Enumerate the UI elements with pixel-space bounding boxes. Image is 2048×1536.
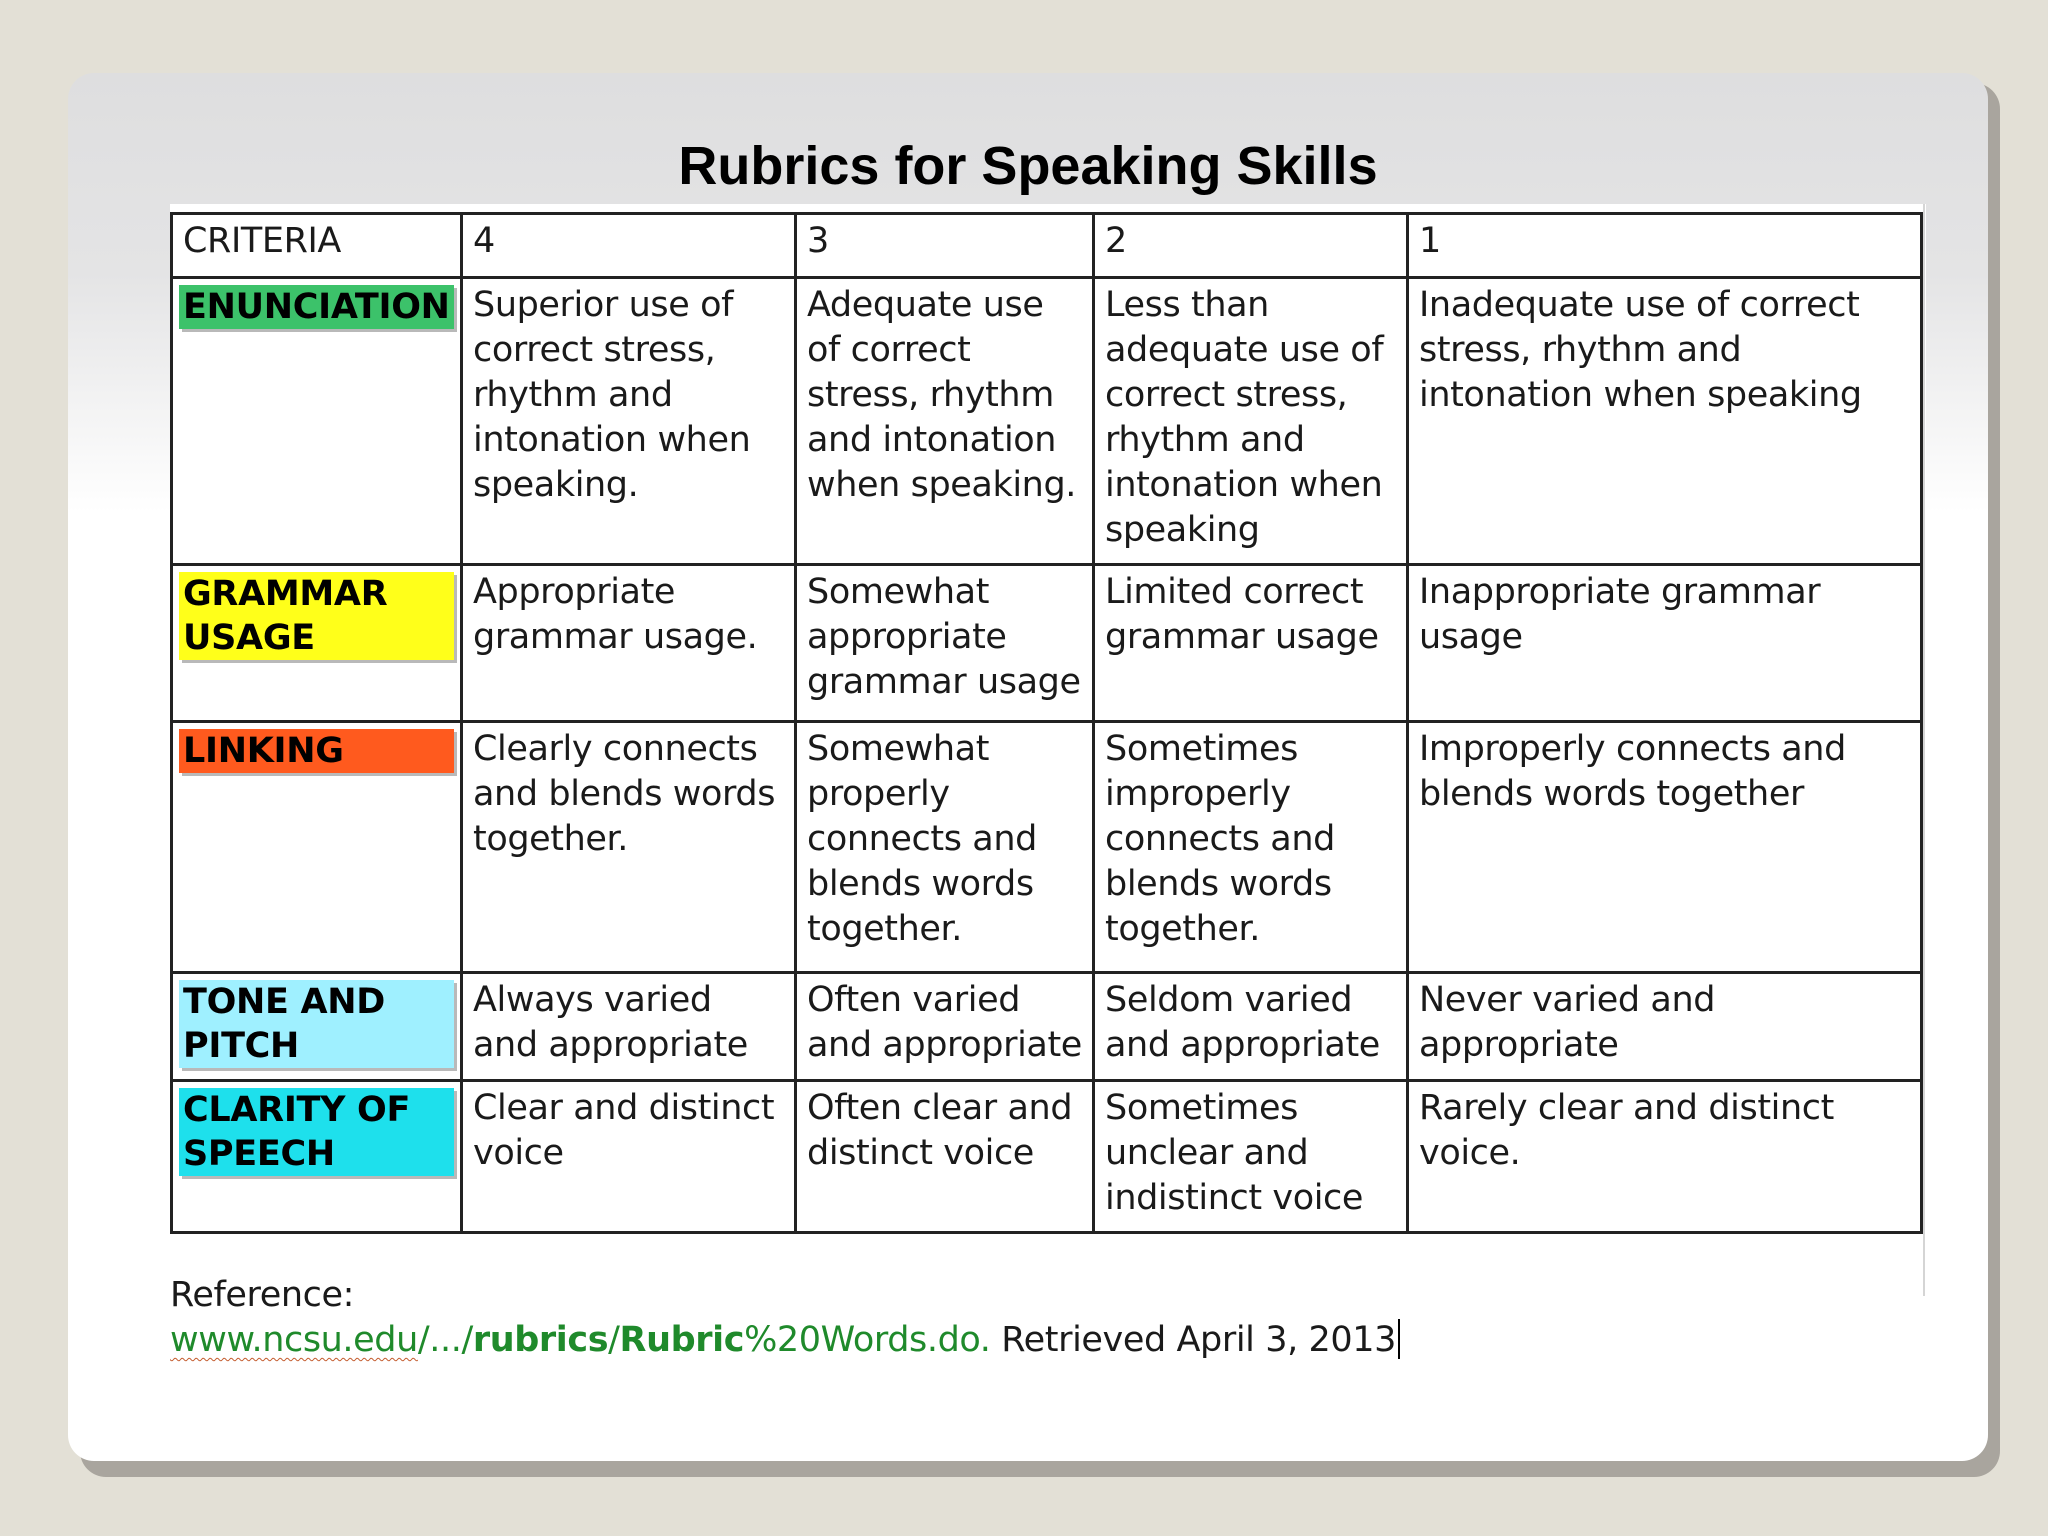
criterion-cell <box>172 722 462 973</box>
criterion-cell <box>172 278 462 565</box>
url-separator: / <box>608 1320 620 1360</box>
row-enunciation <box>172 278 1922 565</box>
url-keyword-rubric: Rubric <box>619 1320 745 1360</box>
row-clarity-of-speech <box>172 1081 1922 1233</box>
header-score-4: 4 <box>462 214 796 278</box>
header-row <box>172 214 1922 278</box>
cell-clarity-4: Clear and distinct voice <box>462 1081 796 1233</box>
header-score-3: 3 <box>796 214 1094 278</box>
cell-clarity-2: Sometimes unclear and indistinct voice <box>1094 1081 1408 1233</box>
criterion-cell <box>172 565 462 722</box>
url-domain: www.ncsu.edu <box>170 1320 418 1360</box>
cell-clarity-1: Rarely clear and distinct voice. <box>1408 1081 1922 1233</box>
url-tail: %20Words.do. <box>744 1320 991 1360</box>
criterion-label-tone-and-pitch: TONE AND PITCH <box>179 980 454 1068</box>
cell-enunciation-2: Less than adequate use of correct stress, rhythm and intonation when speaking <box>1094 278 1408 565</box>
header-criteria: CRITERIA <box>172 214 462 278</box>
cell-tone-2: Seldom varied and appropriate <box>1094 973 1408 1081</box>
slide-title: Rubrics for Speaking Skills <box>678 136 1378 196</box>
cell-tone-1: Never varied and appropriate <box>1408 973 1922 1081</box>
cell-enunciation-3: Adequate use of correct stress, rhythm and intonation when speaking. <box>796 278 1094 565</box>
cell-grammar-4: Appropriate grammar usage. <box>462 565 796 722</box>
row-tone-and-pitch <box>172 973 1922 1081</box>
retrieved-date: Retrieved April 3, 2013 <box>990 1320 1397 1360</box>
rubric-table <box>170 212 1923 1234</box>
criterion-label-linking: LINKING <box>179 729 454 773</box>
cell-linking-3: Somewhat properly connects and blends words together. <box>796 722 1094 973</box>
header-score-2: 2 <box>1094 214 1408 278</box>
cell-linking-4: Clearly connects and blends words together. <box>462 722 796 973</box>
cell-enunciation-1: Inadequate use of correct stress, rhythm and intonation when speaking <box>1408 278 1922 565</box>
row-grammar-usage <box>172 565 1922 722</box>
cell-grammar-1: Inappropriate grammar usage <box>1408 565 1922 722</box>
cell-grammar-2: Limited correct grammar usage <box>1094 565 1408 722</box>
slide <box>68 73 1988 1461</box>
document-edge <box>1923 204 1925 1296</box>
criterion-cell <box>172 1081 462 1233</box>
header-score-1: 1 <box>1408 214 1922 278</box>
criterion-cell <box>172 973 462 1081</box>
row-linking <box>172 722 1922 973</box>
criterion-label-grammar-usage: GRAMMAR USAGE <box>179 572 454 660</box>
cell-tone-3: Often varied and appropriate <box>796 973 1094 1081</box>
reference-line <box>170 1318 1400 1363</box>
criterion-label-clarity-of-speech: CLARITY OF SPEECH <box>179 1088 454 1176</box>
url-keyword-rubrics: rubrics <box>472 1320 609 1360</box>
cell-linking-2: Sometimes improperly connects and blends words together. <box>1094 722 1408 973</box>
cell-clarity-3: Often clear and distinct voice <box>796 1081 1094 1233</box>
cell-enunciation-4: Superior use of correct stress, rhythm and intonation when speaking. <box>462 278 796 565</box>
text-cursor <box>1398 1319 1400 1359</box>
reference-label: Reference: <box>170 1275 355 1315</box>
reference-block <box>170 1273 1400 1363</box>
criterion-label-enunciation: ENUNCIATION <box>179 285 454 329</box>
reference-link[interactable] <box>170 1320 991 1360</box>
url-path: /.../ <box>417 1320 473 1360</box>
cell-linking-1: Improperly connects and blends words together <box>1408 722 1922 973</box>
cell-tone-4: Always varied and appropriate <box>462 973 796 1081</box>
cell-grammar-3: Somewhat appropriate grammar usage <box>796 565 1094 722</box>
